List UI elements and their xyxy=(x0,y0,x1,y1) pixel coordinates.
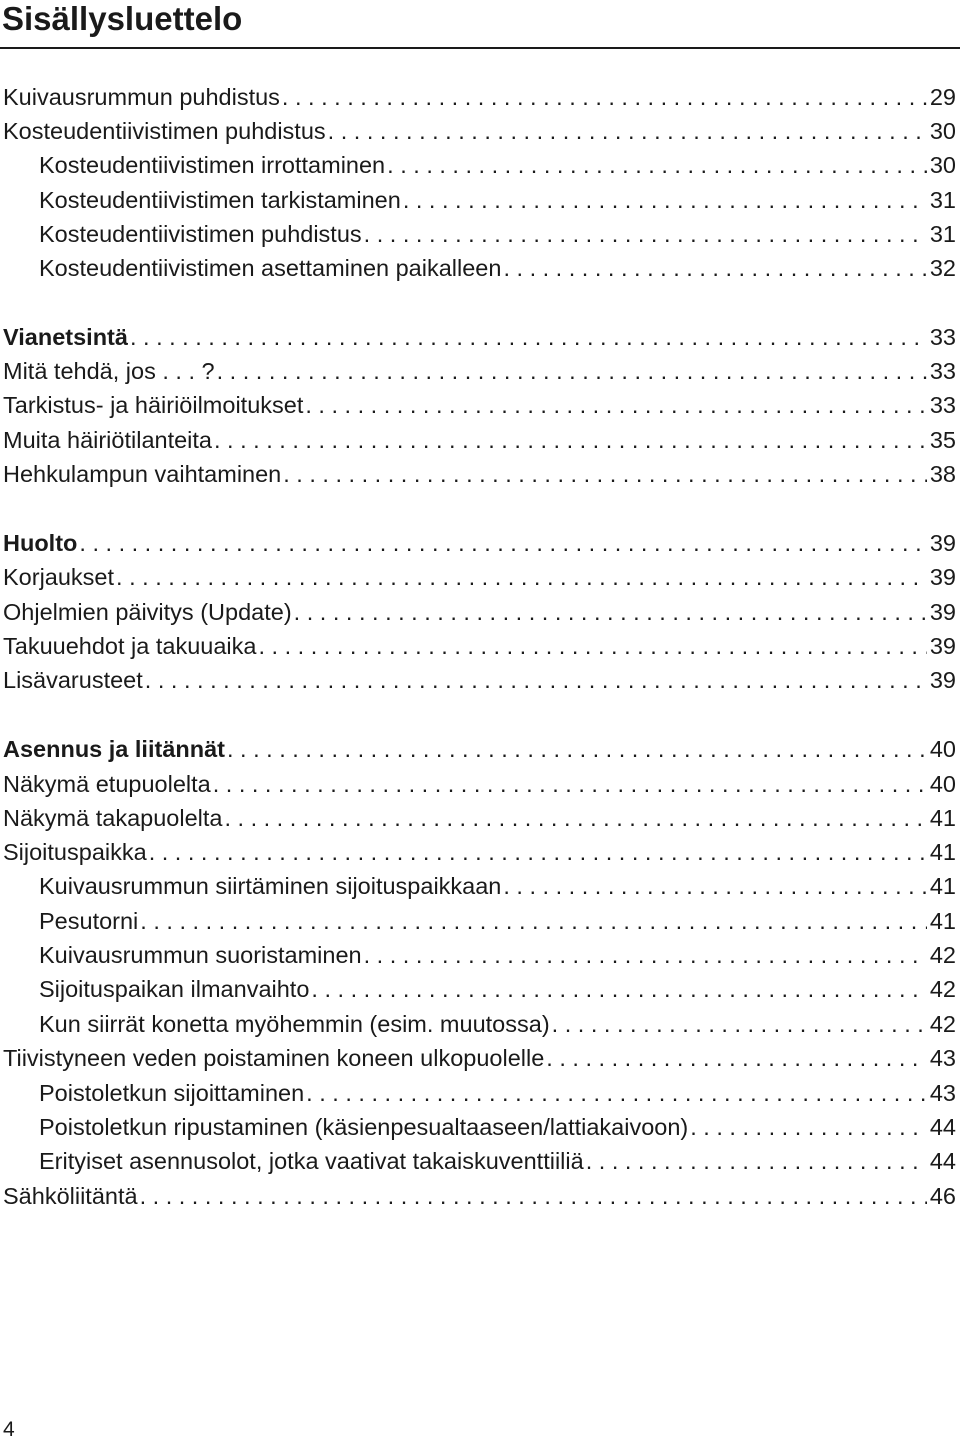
toc-entry[interactable] xyxy=(3,354,956,388)
toc-dot-leader xyxy=(403,183,927,217)
toc-dot-leader xyxy=(306,1076,927,1110)
toc-dot-leader xyxy=(140,904,927,938)
toc-section-heading[interactable] xyxy=(3,526,956,560)
toc-entry-title: Kosteudentiivistimen puhdistus xyxy=(3,118,326,144)
toc-entry[interactable] xyxy=(3,457,956,491)
toc-page-number: 42 xyxy=(929,942,956,968)
toc-entry-title: Huolto xyxy=(3,530,78,556)
toc-section-heading[interactable] xyxy=(3,320,956,354)
toc-entry[interactable] xyxy=(3,423,956,457)
toc-entry-title: Pesutorni xyxy=(39,908,139,934)
toc-entry[interactable] xyxy=(3,801,956,835)
toc-entry-title: Kosteudentiivistimen irrottaminen xyxy=(39,152,386,178)
toc-entry-title: Kosteudentiivistimen tarkistaminen xyxy=(39,187,401,213)
toc-dot-leader xyxy=(305,388,926,422)
toc-dot-leader xyxy=(130,320,927,354)
toc-entry-title: Sijoituspaikka xyxy=(3,839,147,865)
toc-page-number: 32 xyxy=(929,255,956,281)
toc-entry-title: Sähköliitäntä xyxy=(3,1183,138,1209)
toc-page-number: 38 xyxy=(929,461,956,487)
toc-dot-leader xyxy=(311,972,926,1006)
toc-entry-title: Poistoletkun sijoittaminen xyxy=(39,1080,305,1106)
toc-entry-title: Kuivausrummun puhdistus xyxy=(3,84,280,110)
toc-entry[interactable] xyxy=(39,148,956,182)
toc-dot-leader xyxy=(140,1179,927,1213)
toc-dot-leader xyxy=(79,526,926,560)
toc-dot-leader xyxy=(387,148,927,182)
toc-entry[interactable] xyxy=(3,388,956,422)
toc-dot-leader xyxy=(116,560,927,594)
toc-entry-title: Kun siirrät konetta myöhemmin (esim. muutossa) xyxy=(39,1011,550,1037)
toc-page-number: 39 xyxy=(929,667,956,693)
toc-dot-leader xyxy=(690,1110,927,1144)
toc-page-number: 42 xyxy=(929,976,956,1002)
toc-dot-leader xyxy=(217,354,927,388)
toc-page-number: 41 xyxy=(929,839,956,865)
toc-entry-title: Muita häiriötilanteita xyxy=(3,427,212,453)
toc-entry[interactable] xyxy=(39,217,956,251)
toc-dot-leader xyxy=(364,217,927,251)
toc-page-number: 46 xyxy=(929,1183,956,1209)
toc-entry[interactable] xyxy=(39,938,956,972)
page-title: Sisällysluettelo xyxy=(2,0,243,37)
toc-entry-title: Asennus ja liitännät xyxy=(3,736,225,762)
toc-entry[interactable] xyxy=(39,904,956,938)
toc-entry[interactable] xyxy=(3,663,956,697)
toc-entry[interactable] xyxy=(39,183,956,217)
toc-dot-leader xyxy=(328,114,927,148)
toc-dot-leader xyxy=(282,80,927,114)
toc-page-number: 43 xyxy=(929,1080,956,1106)
toc-entry-title: Tiivistyneen veden poistaminen koneen ulkopuolelle xyxy=(3,1045,545,1071)
toc-entry-title: Erityiset asennusolot, jotka vaativat takaiskuventtiiliä xyxy=(39,1148,584,1174)
toc-entry-title: Poistoletkun ripustaminen (käsienpesualtaaseen/lattiakaivoon) xyxy=(39,1114,689,1140)
toc-dot-leader xyxy=(145,663,927,697)
toc-entry[interactable] xyxy=(39,972,956,1006)
toc-entry[interactable] xyxy=(3,629,956,663)
toc-dot-leader xyxy=(546,1041,927,1075)
toc-dot-leader xyxy=(258,629,926,663)
toc-entry[interactable] xyxy=(39,1110,956,1144)
toc-entry[interactable] xyxy=(3,114,956,148)
toc-dot-leader xyxy=(224,801,926,835)
toc-page-number: 41 xyxy=(929,908,956,934)
toc-page-number: 31 xyxy=(929,187,956,213)
toc-dot-leader xyxy=(552,1007,927,1041)
toc-entry[interactable] xyxy=(39,1007,956,1041)
toc-page-number: 35 xyxy=(929,427,956,453)
toc-page-number: 44 xyxy=(929,1114,956,1140)
toc-page-number: 40 xyxy=(929,771,956,797)
toc-entry-title: Kuivausrummun siirtäminen sijoituspaikkaan xyxy=(39,873,502,899)
toc-page-number: 44 xyxy=(929,1148,956,1174)
toc-page-number: 42 xyxy=(929,1011,956,1037)
toc-entry-title: Hehkulampun vaihtaminen xyxy=(3,461,282,487)
toc-entry[interactable] xyxy=(3,595,956,629)
toc-entry-title: Mitä tehdä, jos . . . ? xyxy=(3,358,215,384)
toc-dot-leader xyxy=(149,835,927,869)
toc-entry-title: Vianetsintä xyxy=(3,324,128,350)
toc-dot-leader xyxy=(283,457,927,491)
toc-entry-title: Kuivausrummun suoristaminen xyxy=(39,942,362,968)
toc-page-number: 33 xyxy=(929,324,956,350)
toc-page-number: 31 xyxy=(929,221,956,247)
toc-page-number: 39 xyxy=(929,564,956,590)
toc-dot-leader xyxy=(586,1144,927,1178)
toc-entry-title: Kosteudentiivistimen asettaminen paikalleen xyxy=(39,255,502,281)
toc-page-number: 29 xyxy=(929,84,956,110)
toc-section-heading[interactable] xyxy=(3,732,956,766)
toc-page-number: 41 xyxy=(929,805,956,831)
toc-dot-leader xyxy=(294,595,927,629)
toc-entry[interactable] xyxy=(3,767,956,801)
toc-page-number: 41 xyxy=(929,873,956,899)
toc-page-number: 43 xyxy=(929,1045,956,1071)
toc-entry[interactable] xyxy=(3,560,956,594)
toc-dot-leader xyxy=(214,423,927,457)
toc-entry[interactable] xyxy=(39,1144,956,1178)
toc-page-number: 40 xyxy=(929,736,956,762)
toc-entry-title: Korjaukset xyxy=(3,564,115,590)
toc-page-number: 33 xyxy=(929,358,956,384)
toc-entry[interactable] xyxy=(3,1041,956,1075)
toc-entry-title: Sijoituspaikan ilmanvaihto xyxy=(39,976,310,1002)
toc-entry-title: Näkymä takapuolelta xyxy=(3,805,223,831)
toc-page-number: 39 xyxy=(929,633,956,659)
toc-entry-title: Takuuehdot ja takuuaika xyxy=(3,633,257,659)
toc-page-number: 39 xyxy=(929,599,956,625)
toc-entry-title: Lisävarusteet xyxy=(3,667,143,693)
toc-entry-title: Näkymä etupuolelta xyxy=(3,771,211,797)
toc-dot-leader xyxy=(364,938,927,972)
toc-entry[interactable] xyxy=(39,869,956,903)
toc-dot-leader xyxy=(213,767,927,801)
toc-page-number: 39 xyxy=(929,530,956,556)
toc-entry-title: Ohjelmien päivitys (Update) xyxy=(3,599,292,625)
toc-page-number: 30 xyxy=(929,152,956,178)
toc-page-number: 33 xyxy=(929,392,956,418)
toc-entry[interactable] xyxy=(3,80,956,114)
toc-entry[interactable] xyxy=(3,1179,956,1213)
toc-dot-leader xyxy=(227,732,927,766)
toc-page-number: 30 xyxy=(929,118,956,144)
toc-entry[interactable] xyxy=(39,251,956,285)
toc-dot-leader xyxy=(503,251,926,285)
toc-entry-title: Kosteudentiivistimen puhdistus xyxy=(39,221,362,247)
toc-dot-leader xyxy=(503,869,926,903)
toc-entry[interactable] xyxy=(3,835,956,869)
toc-entry[interactable] xyxy=(39,1076,956,1110)
page-number: 4 xyxy=(3,1418,15,1441)
toc-entry-title: Tarkistus- ja häiriöilmoitukset xyxy=(3,392,304,418)
